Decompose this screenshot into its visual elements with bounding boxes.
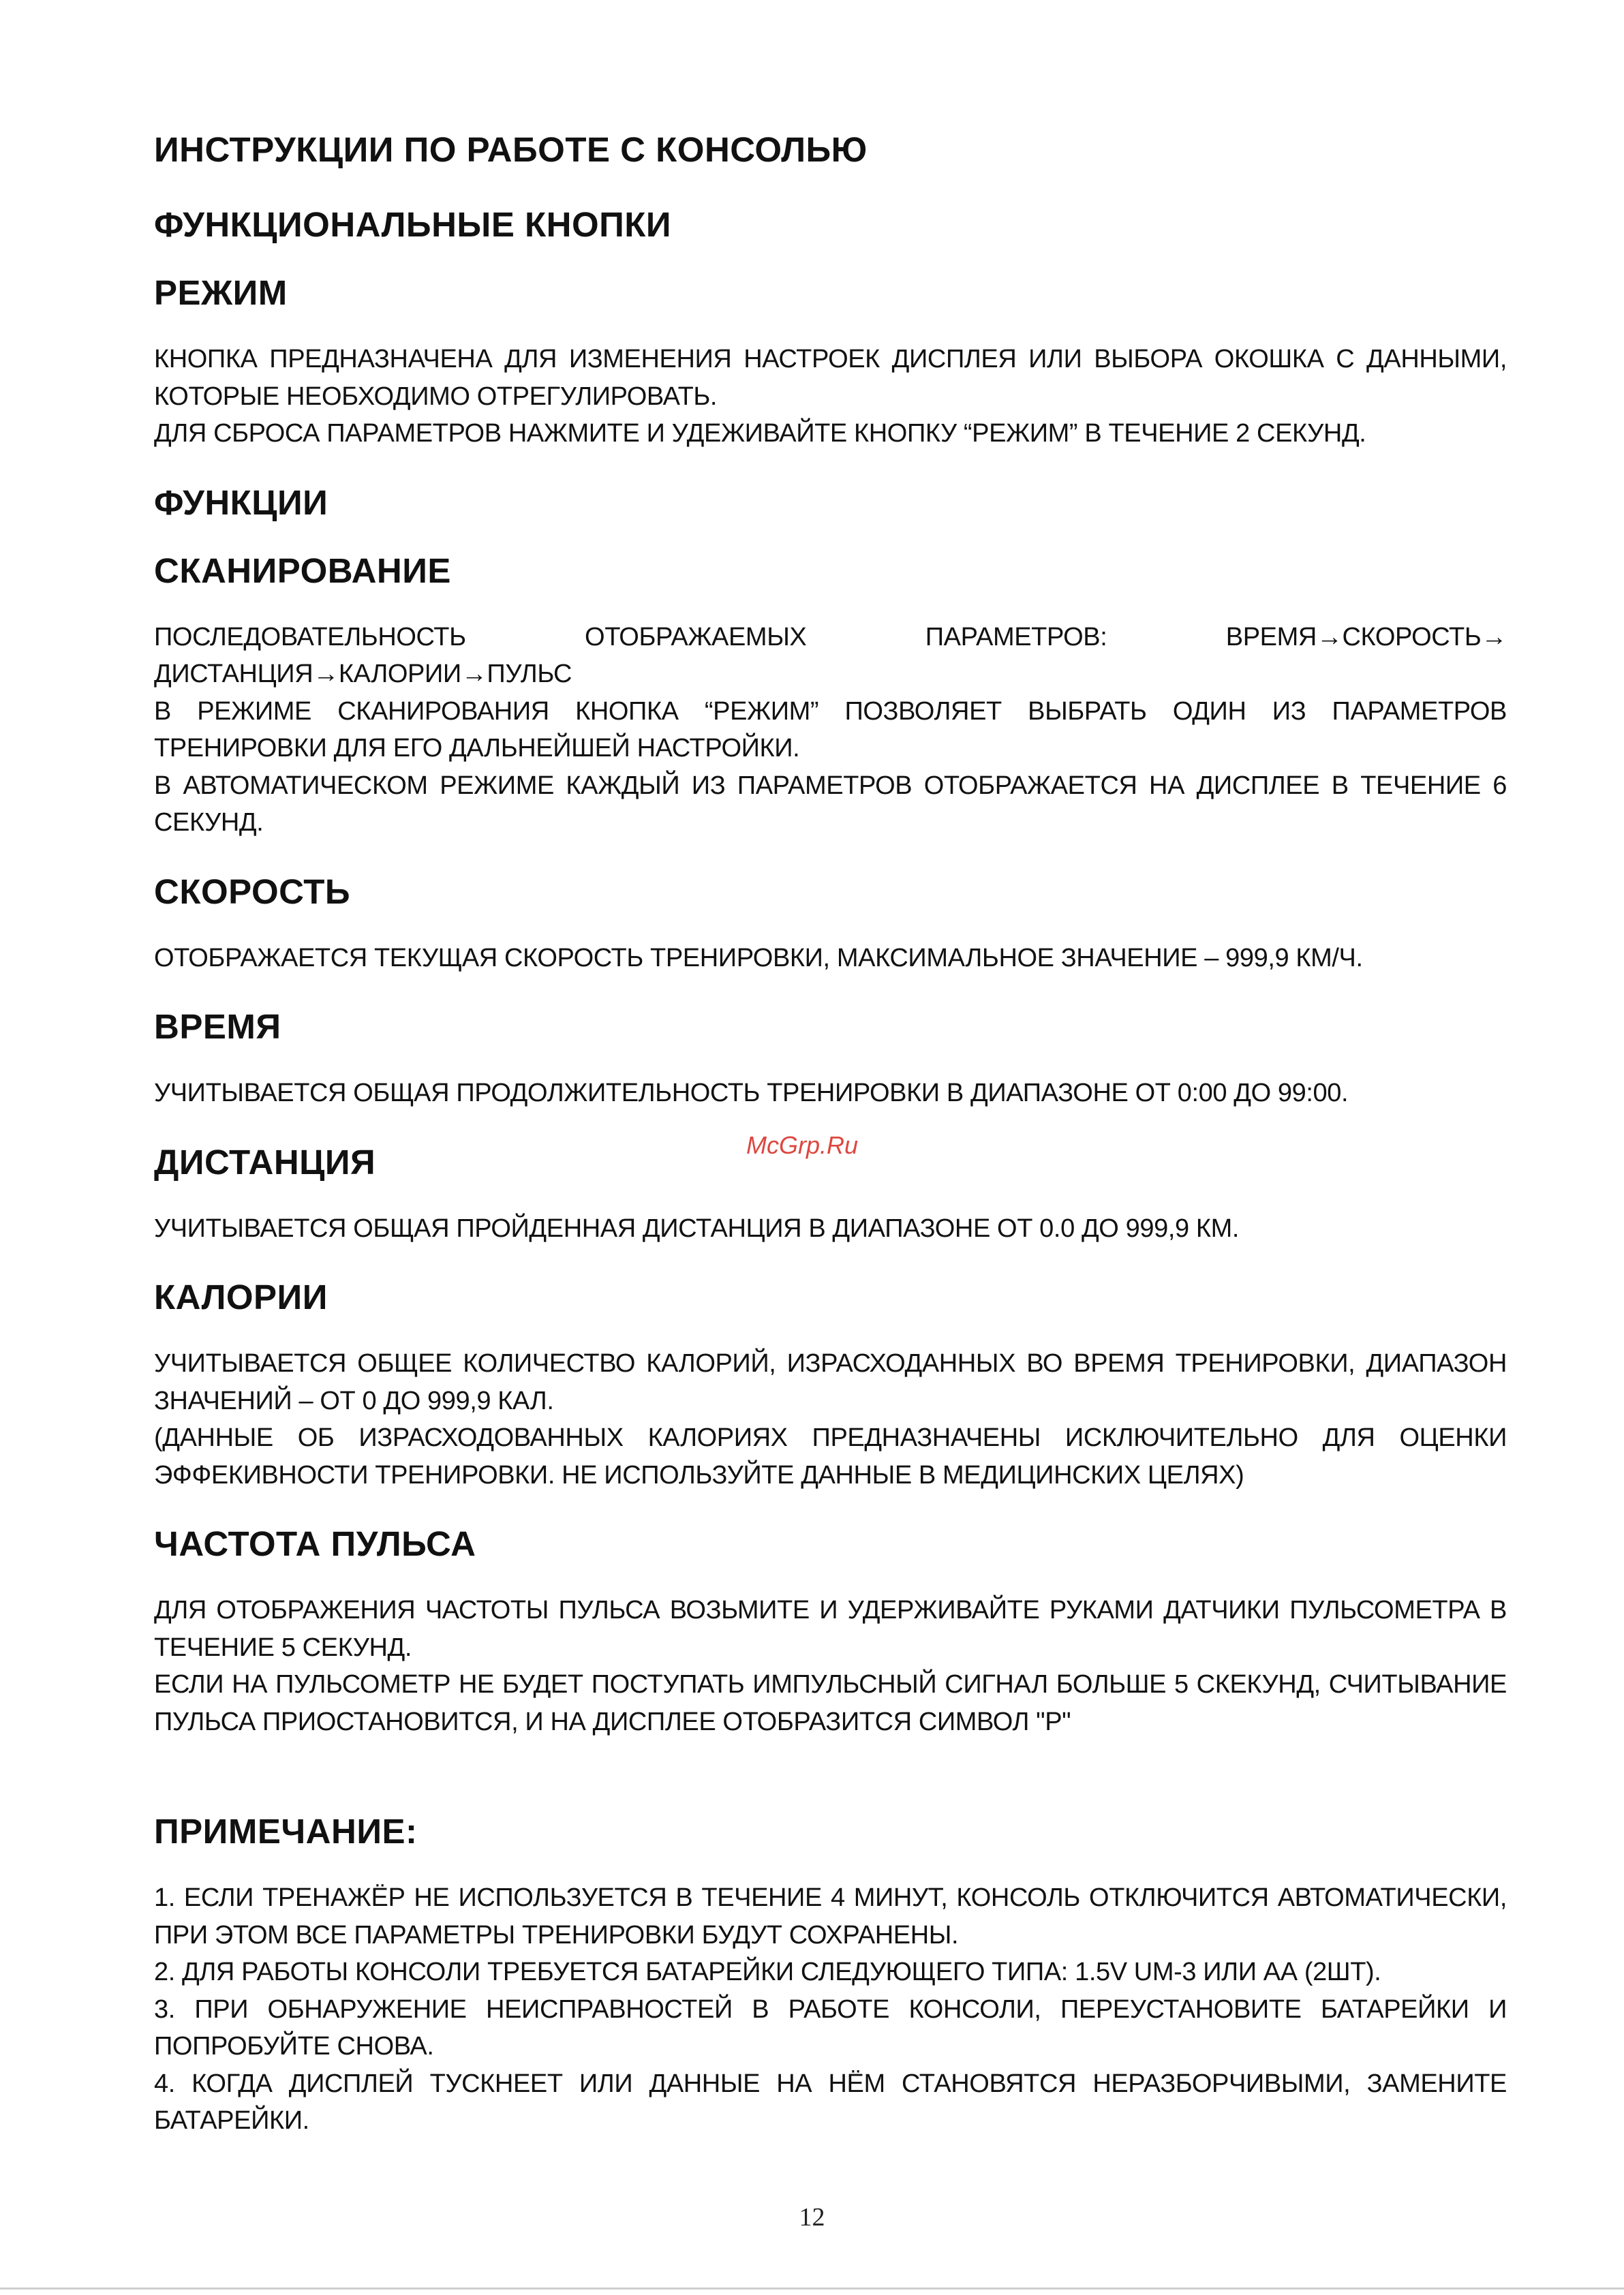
section-distance-text	[154, 1210, 1507, 1248]
heading-scan: СКАНИРОВАНИЕ	[154, 551, 451, 590]
section-note-text	[154, 1879, 1507, 2140]
section-calories-text	[154, 1345, 1507, 1494]
watermark: McGrp.Ru	[746, 1131, 859, 1159]
page-bottom-edge	[0, 2288, 1624, 2290]
paragraph: В РЕЖИМЕ СКАНИРОВАНИЯ КНОПКА “РЕЖИМ” ПОЗВОЛЯЕТ ВЫБРАТЬ ОДИН ИЗ ПАРАМЕТРОВ ТРЕНИРОВКИ ДЛЯ ЕГО ДАЛЬНЕЙШЕЙ НАСТРОЙКИ.	[154, 696, 1507, 763]
heading-calories: КАЛОРИИ	[154, 1278, 328, 1316]
paragraph: ПОСЛЕДОВАТЕЛЬНОСТЬ ОТОБРАЖАЕМЫХ ПАРАМЕТРОВ: ВРЕМЯ→СКОРОСТЬ→ ДИСТАНЦИЯ→КАЛОРИИ→ПУЛЬС	[154, 622, 1507, 688]
heading-functions: ФУНКЦИИ	[154, 482, 328, 522]
paragraph: УЧИТЫВАЕТСЯ ОБЩЕЕ КОЛИЧЕСТВО КАЛОРИЙ, ИЗРАСХОДАННЫХ ВО ВРЕМЯ ТРЕНИРОВКИ, ДИАПАЗОН ЗНАЧЕНИЙ – ОТ 0 ДО 999,9 КАЛ.	[154, 1349, 1507, 1415]
section-scan-text	[154, 619, 1507, 842]
section-speed-text	[154, 940, 1507, 977]
paragraph: ДЛЯ СБРОСА ПАРАМЕТРОВ НАЖМИТЕ И УДЕЖИВАЙТЕ КНОПКУ “РЕЖИМ” В ТЕЧЕНИЕ 2 СЕКУНД.	[154, 419, 1366, 448]
heading-distance: ДИСТАНЦИЯ	[154, 1142, 376, 1182]
note-item: 3. ПРИ ОБНАРУЖЕНИЕ НЕИСПРАВНОСТЕЙ В РАБОТЕ КОНСОЛИ, ПЕРЕУСТАНОВИТЕ БАТАРЕЙКИ И ПОПРОБУЙТЕ СНОВА.	[154, 1994, 1507, 2061]
page-number: 12	[799, 2203, 825, 2232]
paragraph: УЧИТЫВАЕТСЯ ОБЩАЯ ПРОДОЛЖИТЕЛЬНОСТЬ ТРЕНИРОВКИ В ДИАПАЗОНЕ ОТ 0:00 ДО 99:00.	[154, 1079, 1349, 1107]
spacer	[154, 1770, 1507, 1811]
paragraph: (ДАННЫЕ ОБ ИЗРАСХОДОВАННЫХ КАЛОРИЯХ ПРЕДНАЗНАЧЕНЫ ИСКЛЮЧИТЕЛЬНО ДЛЯ ОЦЕНКИ ЭФФЕКИВНОСТИ ТРЕНИРОВКИ. НЕ ИСПОЛЬЗУЙТЕ ДАННЫЕ В МЕДИЦИНСКИХ ЦЕЛЯХ)	[154, 1423, 1507, 1490]
paragraph: ОТОБРАЖАЕТСЯ ТЕКУЩАЯ СКОРОСТЬ ТРЕНИРОВКИ, МАКСИМАЛЬНОЕ ЗНАЧЕНИЕ – 999,9 КМ/Ч.	[154, 943, 1363, 972]
section-pulse-text	[154, 1592, 1507, 1740]
note-item: 2. ДЛЯ РАБОТЫ КОНСОЛИ ТРЕБУЕТСЯ БАТАРЕЙКИ СЛЕДУЮЩЕГО ТИПА: 1.5V UM-3 ИЛИ АА (2ШТ).	[154, 1958, 1381, 1986]
paragraph: УЧИТЫВАЕТСЯ ОБЩАЯ ПРОЙДЕННАЯ ДИСТАНЦИЯ В ДИАПАЗОНЕ ОТ 0.0 ДО 999,9 КМ.	[154, 1214, 1240, 1243]
section-mode-text	[154, 341, 1507, 452]
paragraph: ЕСЛИ НА ПУЛЬСОМЕТР НЕ БУДЕТ ПОСТУПАТЬ ИМПУЛЬСНЫЙ СИГНАЛ БОЛЬШЕ 5 СКЕКУНД, СЧИТЫВАНИЕ ПУЛЬСА ПРИОСТАНОВИТСЯ, И НА ДИСПЛЕЕ ОТОБРАЗИТСЯ СИМВОЛ "P"	[154, 1670, 1507, 1736]
subtitle-function-buttons: ФУНКЦИОНАЛЬНЫЕ КНОПКИ	[154, 205, 672, 244]
heading-pulse: ЧАСТОТА ПУЛЬСА	[154, 1524, 476, 1563]
note-item: 1. ЕСЛИ ТРЕНАЖЁР НЕ ИСПОЛЬЗУЕТСЯ В ТЕЧЕНИЕ 4 МИНУТ, КОНСОЛЬ ОТКЛЮЧИТСЯ АВТОМАТИЧЕСКИ, ПРИ ЭТОМ ВСЕ ПАРАМЕТРЫ ТРЕНИРОВКИ БУДУТ СОХРАНЕНЫ.	[154, 1883, 1507, 1950]
heading-speed: СКОРОСТЬ	[154, 872, 351, 911]
note-item: 4. КОГДА ДИСПЛЕЙ ТУСКНЕЕТ ИЛИ ДАННЫЕ НА НЁМ СТАНОВЯТСЯ НЕРАЗБОРЧИВЫМИ, ЗАМЕНИТЕ БАТАРЕЙКИ.	[154, 2069, 1507, 2135]
page-title: ИНСТРУКЦИИ ПО РАБОТЕ С КОНСОЛЬЮ	[154, 130, 868, 169]
paragraph: ДЛЯ ОТОБРАЖЕНИЯ ЧАСТОТЫ ПУЛЬСА ВОЗЬМИТЕ И УДЕРЖИВАЙТЕ РУКАМИ ДАТЧИКИ ПУЛЬСОМЕТРА В ТЕЧЕНИЕ 5 СЕКУНД.	[154, 1596, 1507, 1662]
heading-mode: РЕЖИМ	[154, 273, 288, 312]
heading-note: ПРИМЕЧАНИЕ:	[154, 1812, 418, 1851]
section-time-text	[154, 1075, 1507, 1112]
paragraph: КНОПКА ПРЕДНАЗНАЧЕНА ДЛЯ ИЗМЕНЕНИЯ НАСТРОЕК ДИСПЛЕЯ ИЛИ ВЫБОРА ОКОШКА С ДАННЫМИ, КОТОРЫЕ НЕОБХОДИМО ОТРЕГУЛИРОВАТЬ.	[154, 345, 1507, 411]
heading-time: ВРЕМЯ	[154, 1007, 281, 1046]
paragraph: В АВТОМАТИЧЕСКОМ РЕЖИМЕ КАЖДЫЙ ИЗ ПАРАМЕТРОВ ОТОБРАЖАЕТСЯ НА ДИСПЛЕЕ В ТЕЧЕНИЕ 6 СЕКУНД.	[154, 771, 1507, 837]
